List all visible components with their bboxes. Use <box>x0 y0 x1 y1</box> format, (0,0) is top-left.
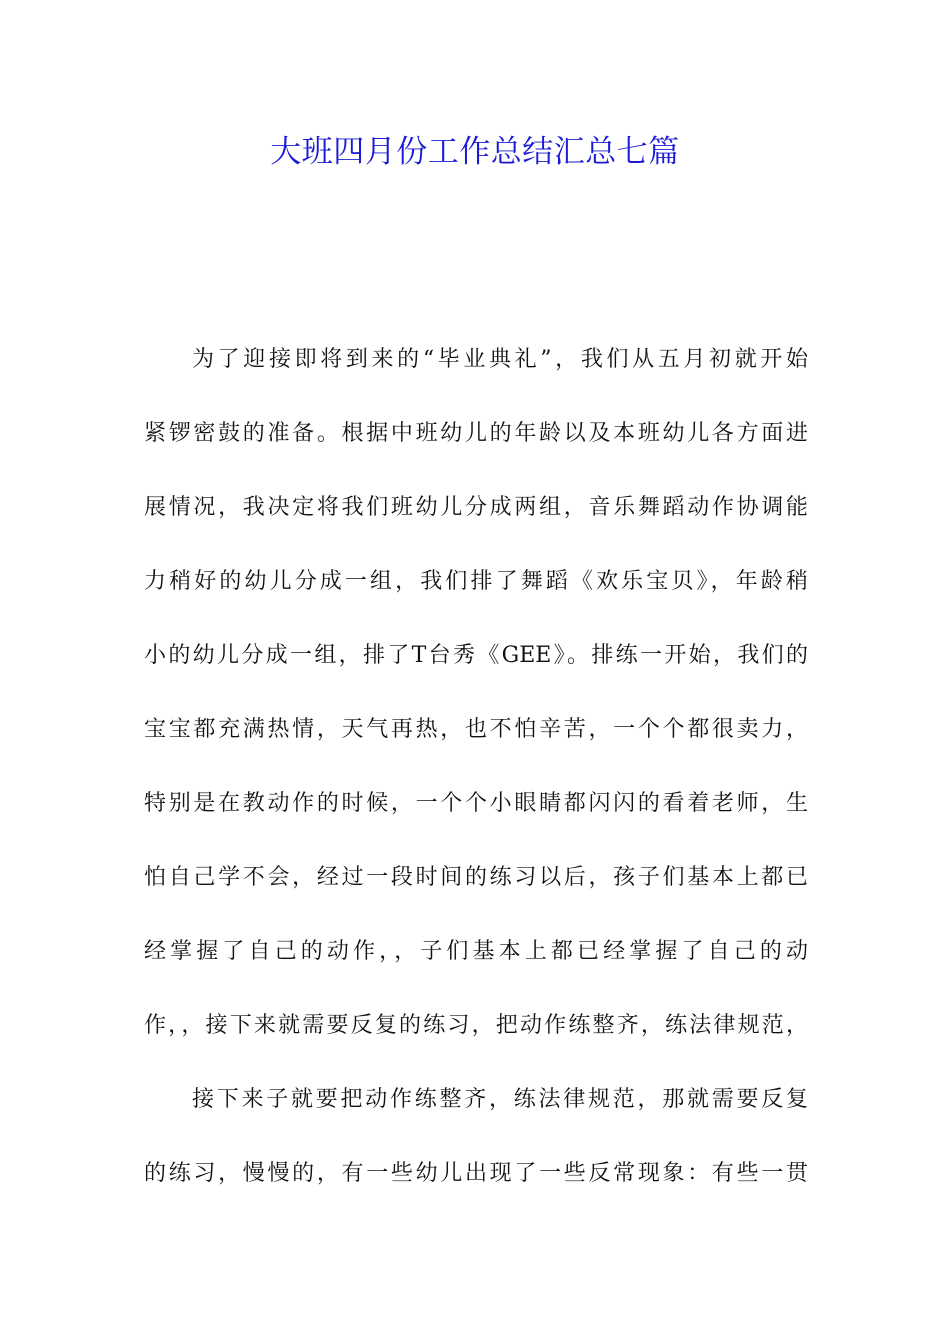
paragraph-line: 经掌握了自己的动作，，子们基本上都已经掌握了自己的动 <box>144 939 808 964</box>
paragraph-line: 特别是在教动作的时候，一个个小眼睛都闪闪的看着老师，生 <box>144 791 808 816</box>
paragraph-line: 力稍好的幼儿分成一组，我们排了舞蹈《欢乐宝贝》，年龄稍 <box>144 569 808 594</box>
paragraph-line: 紧锣密鼓的准备。根据中班幼儿的年龄以及本班幼儿各方面进 <box>144 421 808 446</box>
document-title: 大班四月份工作总结汇总七篇 <box>270 134 680 170</box>
paragraph-line: 宝宝都充满热情，天气再热，也不怕辛苦，一个个都很卖力， <box>144 717 808 742</box>
paragraph-line: 展情况，我决定将我们班幼儿分成两组，音乐舞蹈动作协调能 <box>144 495 808 520</box>
paragraph-line: 作，，接下来就需要反复的练习，把动作练整齐，练法律规范， <box>144 1013 808 1038</box>
paragraph-line: 的练习，慢慢的，有一些幼儿出现了一些反常现象：有些一贯 <box>144 1161 808 1186</box>
paragraph-line: 小的幼儿分成一组，排了T台秀《GEE》。排练一开始，我们的 <box>144 643 808 668</box>
paragraph-line: 怕自己学不会，经过一段时间的练习以后，孩子们基本上都已 <box>144 865 808 890</box>
paragraph-line: 接下来子就要把动作练整齐，练法律规范，那就需要反复 <box>192 1087 808 1112</box>
document-body <box>144 336 808 1224</box>
paragraph-line: 为了迎接即将到来的“毕业典礼”，我们从五月初就开始 <box>192 347 808 372</box>
